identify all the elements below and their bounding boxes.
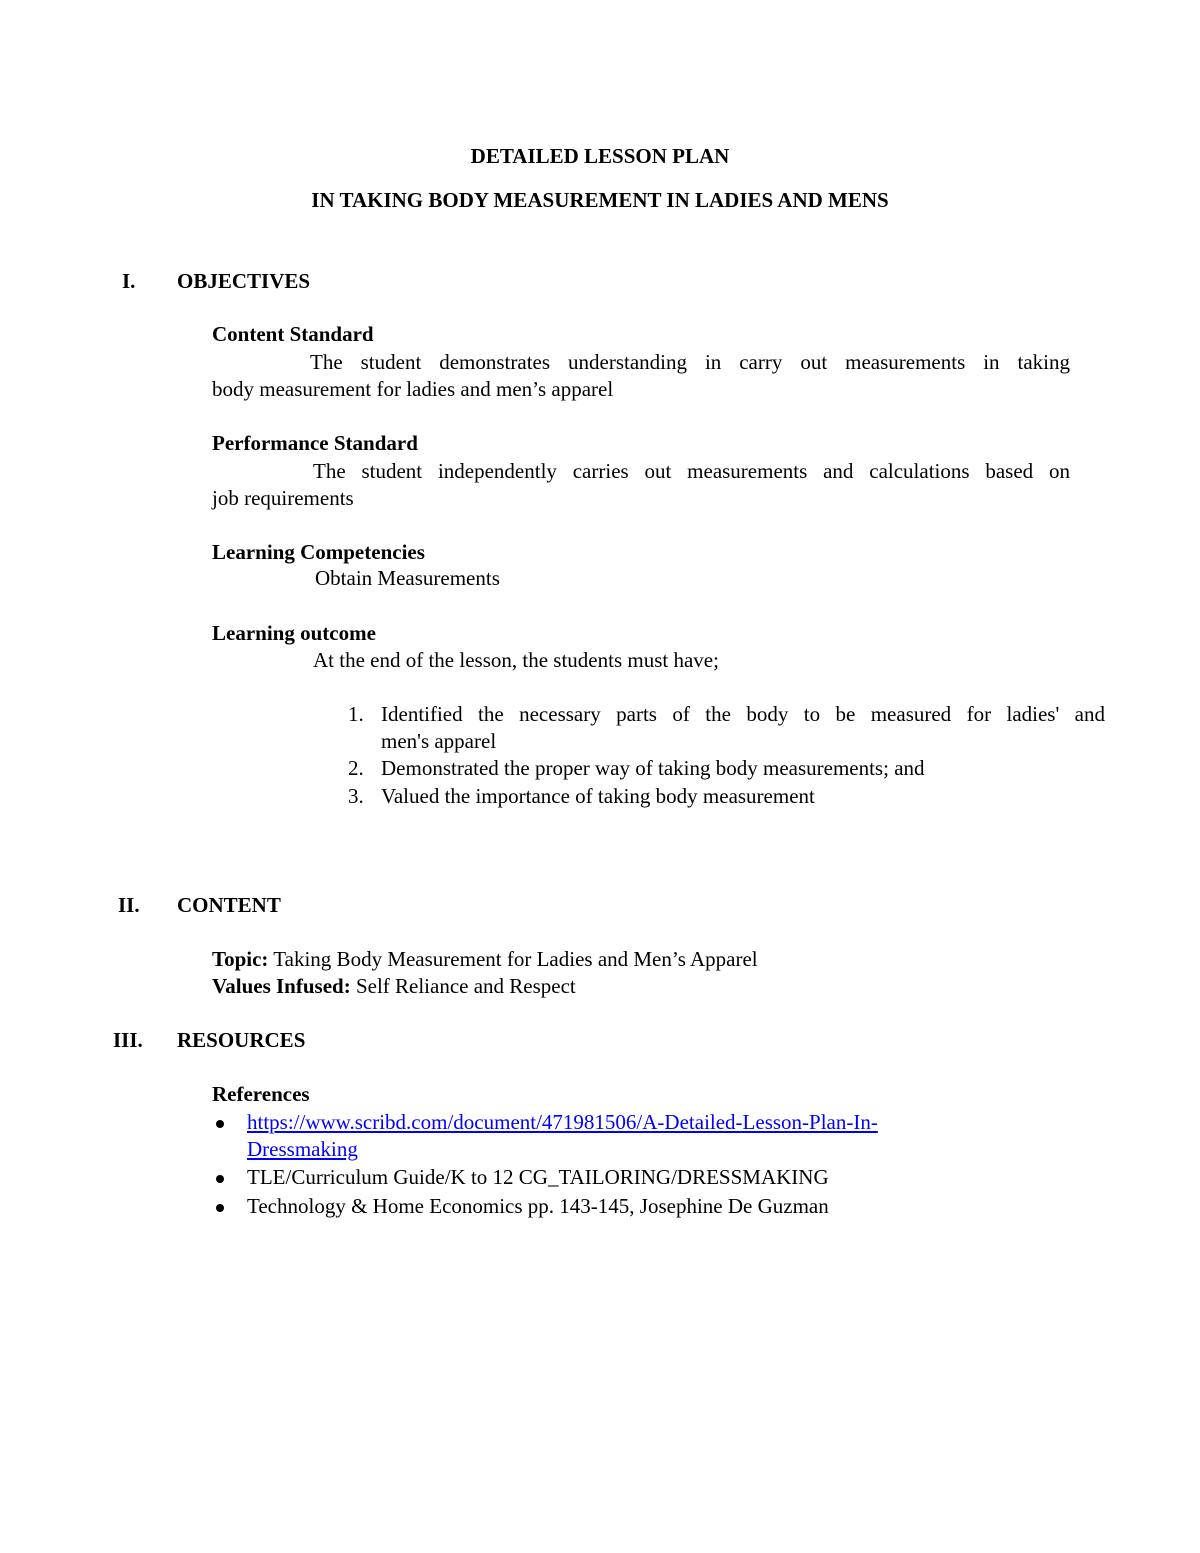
- bullet-icon: [216, 1175, 224, 1183]
- document-title: DETAILED LESSON PLAN: [470, 144, 730, 168]
- performance-standard-text-line1: The student independently carries out measurements and calculations based on: [313, 459, 1070, 483]
- outcome-item-text: Demonstrated the proper way of taking body measurements; and: [381, 756, 925, 780]
- section-numeral-resources: III.: [113, 1028, 143, 1052]
- section-heading-objectives: OBJECTIVES: [177, 269, 311, 293]
- performance-standard-text-line2: job requirements: [212, 486, 354, 510]
- bullet-icon: [216, 1204, 224, 1212]
- document-subtitle: IN TAKING BODY MEASUREMENT IN LADIES AND MENS: [311, 188, 889, 212]
- section-numeral-content: II.: [118, 893, 140, 917]
- outcome-item-text: Identified the necessary parts of the body to be measured for ladies' and: [381, 702, 1105, 726]
- learning-competencies-label: Learning Competencies: [212, 540, 425, 564]
- content-standard-label: Content Standard: [212, 322, 374, 346]
- topic-value: Taking Body Measurement for Ladies and Men’s Apparel: [268, 947, 758, 971]
- outcome-item-text: Valued the importance of taking body measurement: [381, 784, 815, 808]
- section-heading-resources: RESOURCES: [177, 1028, 306, 1052]
- learning-outcome-intro: At the end of the lesson, the students must have;: [313, 648, 719, 672]
- values-line: [212, 976, 576, 997]
- reference-link[interactable]: https://www.scribd.com/document/471981506/A-Detailed-Lesson-Plan-In-: [247, 1110, 878, 1134]
- reference-item: TLE/Curriculum Guide/K to 12 CG_TAILORING/DRESSMAKING: [247, 1165, 829, 1189]
- reference-item: Technology & Home Economics pp. 143-145, Josephine De Guzman: [247, 1194, 829, 1218]
- values-label: Values Infused:: [212, 974, 351, 998]
- topic-label: Topic:: [212, 947, 269, 971]
- content-standard-text-line1: The student demonstrates understanding in carry out measurements in taking: [310, 350, 1070, 374]
- bullet-icon: [216, 1120, 224, 1128]
- section-heading-content: CONTENT: [177, 893, 281, 917]
- outcome-item-number: 1.: [348, 702, 364, 726]
- values-value: Self Reliance and Respect: [350, 974, 576, 998]
- outcome-item-number: 2.: [348, 756, 364, 780]
- outcome-item-number: 3.: [348, 784, 364, 808]
- outcome-item-text-continued: men's apparel: [381, 729, 497, 753]
- learning-outcome-label: Learning outcome: [212, 621, 376, 645]
- references-label: References: [212, 1082, 310, 1106]
- section-numeral-objectives: I.: [122, 269, 136, 293]
- topic-line: [212, 949, 758, 970]
- reference-link-continued[interactable]: Dressmaking: [247, 1137, 358, 1161]
- content-standard-text-line2: body measurement for ladies and men’s apparel: [212, 377, 614, 401]
- learning-competencies-text: Obtain Measurements: [315, 566, 500, 590]
- performance-standard-label: Performance Standard: [212, 431, 418, 455]
